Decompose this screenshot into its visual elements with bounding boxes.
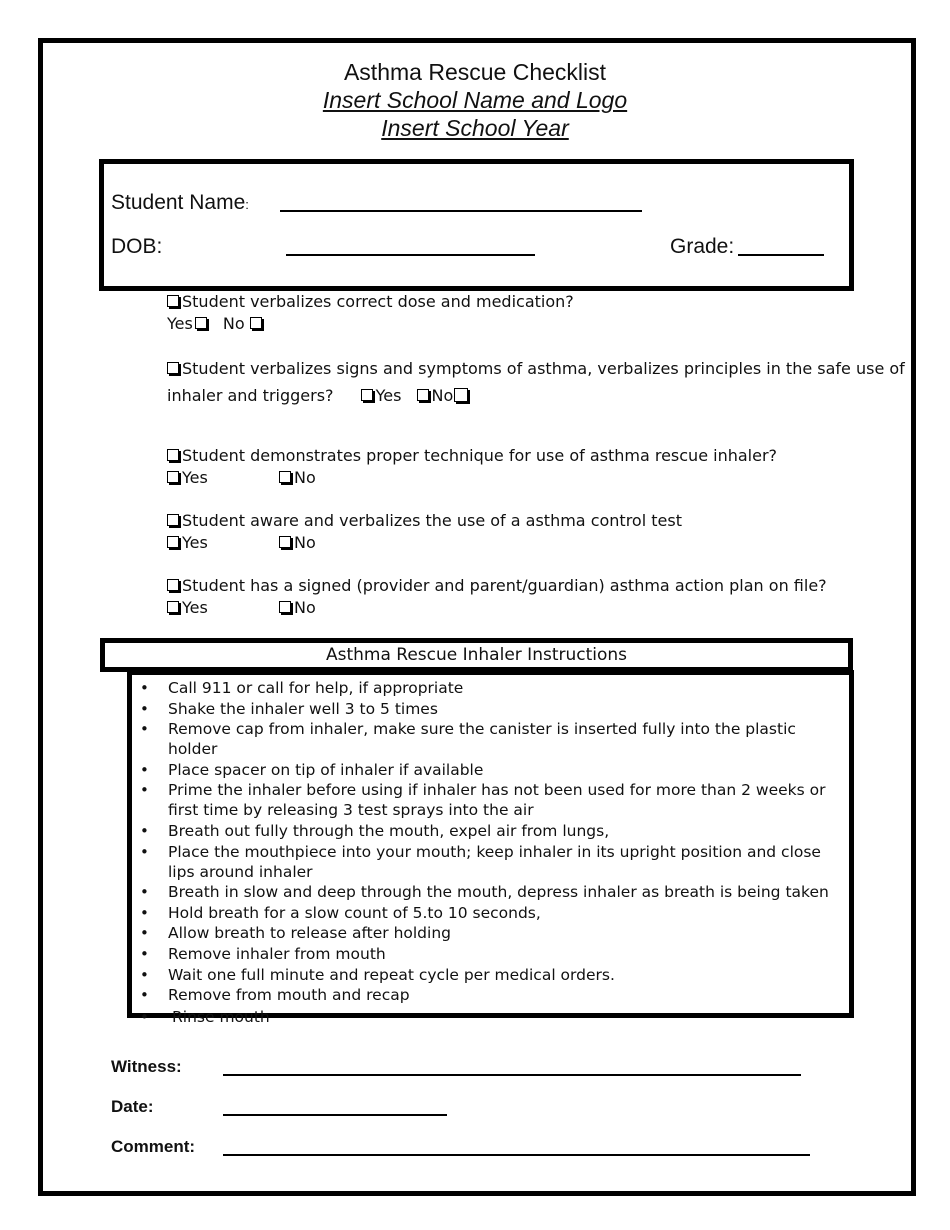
student-info-box bbox=[99, 159, 854, 291]
question-2-checkbox[interactable] bbox=[167, 362, 179, 374]
dob-label: DOB: bbox=[111, 235, 163, 258]
question-2: Student verbalizes signs and symptoms of asthma, verbalizes principles in the safe use of inhaler and triggers? Yes No bbox=[167, 359, 905, 405]
instruction-item: • Breath in slow and deep through the mouth, depress inhaler as breath is being taken bbox=[140, 882, 830, 902]
q2-no-option[interactable]: No bbox=[417, 386, 472, 405]
q3-no-checkbox[interactable] bbox=[279, 471, 291, 483]
date-field[interactable] bbox=[223, 1114, 447, 1116]
question-4-checkbox[interactable] bbox=[167, 514, 179, 526]
student-name-field[interactable] bbox=[280, 210, 642, 212]
q2-yes-checkbox[interactable] bbox=[361, 389, 373, 401]
q2-no-checkbox-a[interactable] bbox=[417, 389, 429, 401]
instruction-item: • Remove inhaler from mouth bbox=[140, 944, 830, 964]
school-year-placeholder: Insert School Year bbox=[381, 115, 569, 141]
witness-field[interactable] bbox=[223, 1074, 801, 1076]
q5-yes-checkbox[interactable] bbox=[167, 601, 179, 613]
q5-yes-option[interactable]: Yes bbox=[167, 597, 279, 619]
instruction-item: • Place the mouthpiece into your mouth; keep inhaler in its upright position and close lips around inhaler bbox=[140, 842, 830, 882]
student-name-label: Student Name: bbox=[111, 191, 249, 214]
instruction-item: • Allow breath to release after holding bbox=[140, 923, 830, 943]
school-name-placeholder: Insert School Name and Logo bbox=[322, 87, 628, 113]
comment-label: Comment: bbox=[111, 1137, 196, 1156]
instruction-item: • Hold breath for a slow count of 5.to 10 seconds, bbox=[140, 903, 830, 923]
instruction-item: • Breath out fully through the mouth, expel air from lungs, bbox=[140, 821, 830, 841]
q4-no-checkbox[interactable] bbox=[279, 536, 291, 548]
question-3: Student demonstrates proper technique for use of asthma rescue inhaler? Yes No bbox=[167, 445, 777, 489]
instruction-item: • Shake the inhaler well 3 to 5 times bbox=[140, 699, 830, 719]
witness-label: Witness: bbox=[111, 1057, 182, 1076]
instruction-item: • Remove cap from inhaler, make sure the canister is inserted fully into the plastic holder bbox=[140, 719, 830, 759]
dob-field[interactable] bbox=[286, 254, 535, 256]
question-5-checkbox[interactable] bbox=[167, 579, 179, 591]
q3-no-option[interactable]: No bbox=[279, 467, 316, 489]
instruction-item: • Call 911 or call for help, if appropriate bbox=[140, 678, 830, 698]
comment-field[interactable] bbox=[223, 1154, 810, 1156]
instructions-list bbox=[140, 678, 830, 1028]
instruction-item: • Rinse mouth bbox=[140, 1007, 830, 1027]
q1-no-checkbox[interactable] bbox=[250, 317, 262, 329]
q1-yes-option[interactable]: Yes bbox=[167, 314, 210, 333]
q5-no-option[interactable]: No bbox=[279, 597, 316, 619]
q4-no-option[interactable]: No bbox=[279, 532, 316, 554]
q1-no-option[interactable]: No bbox=[223, 314, 265, 333]
question-5: Student has a signed (provider and parent/guardian) asthma action plan on file? Yes No bbox=[167, 575, 827, 619]
date-label: Date: bbox=[111, 1097, 154, 1116]
q2-yes-option[interactable]: Yes bbox=[361, 386, 402, 405]
q1-yes-checkbox[interactable] bbox=[195, 317, 207, 329]
q4-yes-checkbox[interactable] bbox=[167, 536, 179, 548]
q3-yes-checkbox[interactable] bbox=[167, 471, 179, 483]
instruction-item: • Remove from mouth and recap bbox=[140, 985, 830, 1005]
q3-yes-option[interactable]: Yes bbox=[167, 467, 279, 489]
grade-label: Grade: bbox=[670, 235, 735, 258]
instructions-heading: Asthma Rescue Inhaler Instructions bbox=[100, 638, 853, 672]
q5-no-checkbox[interactable] bbox=[279, 601, 291, 613]
instruction-item: • Prime the inhaler before using if inhaler has not been used for more than 2 weeks or first time by releasing 3 test sprays into the air bbox=[140, 780, 830, 820]
question-1: Student verbalizes correct dose and medication? Yes No bbox=[167, 292, 574, 333]
q4-yes-option[interactable]: Yes bbox=[167, 532, 279, 554]
question-4: Student aware and verbalizes the use of a asthma control test Yes No bbox=[167, 510, 682, 554]
question-1-checkbox[interactable] bbox=[167, 295, 179, 307]
instruction-item: • Place spacer on tip of inhaler if available bbox=[140, 760, 830, 780]
question-3-checkbox[interactable] bbox=[167, 449, 179, 461]
instruction-item: • Wait one full minute and repeat cycle per medical orders. bbox=[140, 965, 830, 985]
grade-field[interactable] bbox=[738, 254, 824, 256]
form-title: Asthma Rescue Checklist bbox=[343, 59, 607, 85]
q2-no-checkbox-b[interactable] bbox=[454, 388, 468, 402]
